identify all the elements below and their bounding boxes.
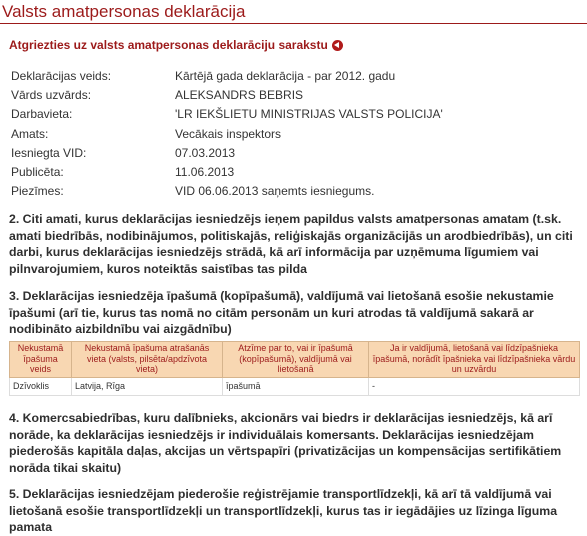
info-label: Iesniegta VID: (11, 145, 87, 160)
section-5-heading: 5. Deklarācijas iesniedzējam piederošie reģistrējamie transportlīdzekļi, kā arī tā valdījumā vai lietošanā esošie transportlīdzekļi un transportlīdzekļi, kurus tas ir iegādājies uz līzinga līguma pamata (9, 487, 558, 534)
info-value: 07.03.2013 (175, 145, 236, 160)
table-cell: īpašumā (223, 378, 369, 396)
column-header: Nekustamā īpašuma atrašanās vieta (valsts, pilsēta/apdzīvota vieta) (72, 342, 223, 378)
info-label: Deklarācijas veids: (11, 69, 112, 83)
info-label: Amats: (11, 126, 49, 141)
info-row-full-name (11, 86, 443, 105)
info-value: 11.06.2013 (175, 164, 235, 179)
info-row-notes (11, 182, 443, 201)
info-value: Vecākais inspektors (175, 126, 282, 141)
info-value: Kārtējā gada deklarācija - par 2012. gadu (175, 69, 396, 83)
info-row-published (11, 163, 443, 182)
real-estate-table (9, 341, 580, 396)
table-cell: Dzīvoklis (10, 378, 72, 396)
column-header: Atzīme par to, vai ir īpašumā (kopīpašumā), valdījumā vai lietošanā (223, 342, 369, 378)
section-4-heading: 4. Komercsabiedrības, kuru dalībnieks, akcionārs vai biedrs ir deklarācijas iesniedzējs, kā arī norāde, ka deklarācijas iesniedzējs ir individuālais komersants. Deklarācijas iesniedzējam piederošās kapitāla daļas, akcijas un vērtspapīri (privatizācijas un kompensācijas sertifikātiem norāda tikai skaitu) (9, 411, 562, 475)
info-row-workplace (11, 105, 443, 124)
info-label: Darbavieta: (11, 107, 73, 122)
info-label: Publicēta: (11, 164, 64, 179)
info-value: 'LR IEKŠLIETU MINISTRIJAS VALSTS POLICIJA' (175, 107, 443, 122)
back-link-label: Atgriezties uz valsts amatpersonas deklarāciju sarakstu (9, 38, 328, 52)
table-cell: Latvija, Rīga (72, 378, 223, 396)
info-value: ALEKSANDRS BEBRIS (175, 88, 304, 103)
info-row-declaration-type (11, 67, 443, 86)
declaration-info (11, 67, 443, 201)
info-row-position (11, 125, 443, 144)
table-row (10, 378, 580, 396)
column-header: Ja ir valdījumā, lietošanā vai līdzīpašnieka īpašumā, norādīt īpašnieka vai līdzīpašnieka vārdu un uzvārdu (369, 342, 580, 378)
section-2-heading: 2. Citi amati, kurus deklarācijas iesniedzējs ieņem papildus valsts amatpersonas amatam (t.sk. amati biedrībās, nodibinājumos, politiskajās, reliģiskajās organizācijās un arodbiedrībās), un citi darbi, kurus deklarācijas iesniedzējs strādā, kā arī informācija par uzņēmuma līgumiem vai pilnvarojumiem, kuros noteiktās saistības tas pilda (9, 212, 573, 276)
info-row-submitted (11, 144, 443, 163)
info-value: VID 06.06.2013 saņemts iesniegums. (175, 184, 375, 199)
table-header-row (10, 342, 580, 378)
page-title: Valsts amatpersonas deklarācija (0, 0, 587, 24)
section-3-heading: 3. Deklarācijas iesniedzēja īpašumā (kopīpašumā), valdījumā vai lietošanā esošie nekustamie īpašumi (arī tie, kurus tas nomā no citām personām un kuri atrodas tā valdījumā sakarā ar nodibināto aizbildnību vai aizgādnību) (9, 289, 554, 336)
back-arrow-icon (332, 40, 343, 51)
column-header: Nekustamā īpašuma veids (10, 342, 72, 378)
info-label: Piezīmes: (11, 184, 64, 199)
back-to-list-link[interactable] (9, 38, 343, 52)
info-label: Vārds uzvārds: (11, 88, 92, 103)
table-cell: - (369, 378, 580, 396)
